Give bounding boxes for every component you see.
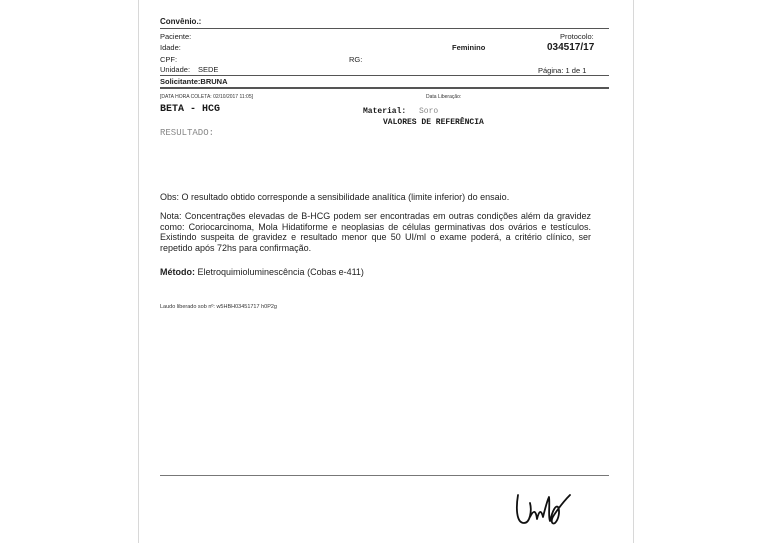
solicitante-label: Solicitante:BRUNA xyxy=(160,77,228,86)
protocolo-number: 034517/17 xyxy=(547,42,595,53)
footer-rule xyxy=(160,475,609,476)
paciente-label: Paciente: xyxy=(160,32,192,41)
unidade-value: SEDE xyxy=(198,65,219,74)
signature-icon xyxy=(510,487,580,532)
unidade-label: Unidade: xyxy=(160,65,191,74)
sexo-value: Feminino xyxy=(452,43,486,52)
header-top-rule xyxy=(160,28,609,29)
page-left-edge xyxy=(138,0,139,543)
obs-text: Obs: O resultado obtido corresponde a sensibilidade analítica (limite inferior) do ensaio. xyxy=(160,192,510,202)
valores-referencia-label: VALORES DE REFERÊNCIA xyxy=(383,118,484,127)
laudo-number: Laudo liberado sob nº: w5HBH03451717 h0P2g xyxy=(160,304,277,310)
cpf-label: CPF: xyxy=(160,55,178,64)
nota-text: Concentrações elevadas de B-HCG podem ser encontradas em outras condições além da gravidez como: Coriocarcinoma, Mola Hidatiforme e neoplasias de células germinativas dos ovários e testículos. Existindo suspeita de gravidez e resultado menor que 50 UI/ml o exame poderá, a critério clínico, ser repetido após 72hs para confirmação. xyxy=(160,211,591,253)
data-liberacao-label: Data Liberação: xyxy=(426,94,462,100)
metodo-label: Método: xyxy=(160,267,195,277)
protocolo-label: Protocolo: xyxy=(560,32,594,41)
pagina-label: Página: 1 de 1 xyxy=(538,66,587,75)
exam-name: BETA - HCG xyxy=(160,104,221,115)
convenio-label: Convênio.: xyxy=(160,17,202,26)
metodo-line xyxy=(160,267,364,277)
rg-label: RG: xyxy=(349,55,363,64)
nota-paragraph xyxy=(160,211,591,253)
material-value: Soro xyxy=(419,107,439,116)
coleta-datetime: [DATA HORA COLETA: 02/10/2017 11:05] xyxy=(160,94,254,100)
nota-prefix: Nota: xyxy=(160,211,182,221)
material-label: Material: xyxy=(363,107,407,116)
metodo-value: Eletroquimioluminescência (Cobas e-411) xyxy=(197,267,364,277)
page-right-edge xyxy=(633,0,634,543)
resultado-label: RESULTADO: xyxy=(160,128,215,138)
header-mid-rule xyxy=(160,75,609,76)
header-bottom-rule xyxy=(160,87,609,89)
idade-label: Idade: xyxy=(160,43,181,52)
